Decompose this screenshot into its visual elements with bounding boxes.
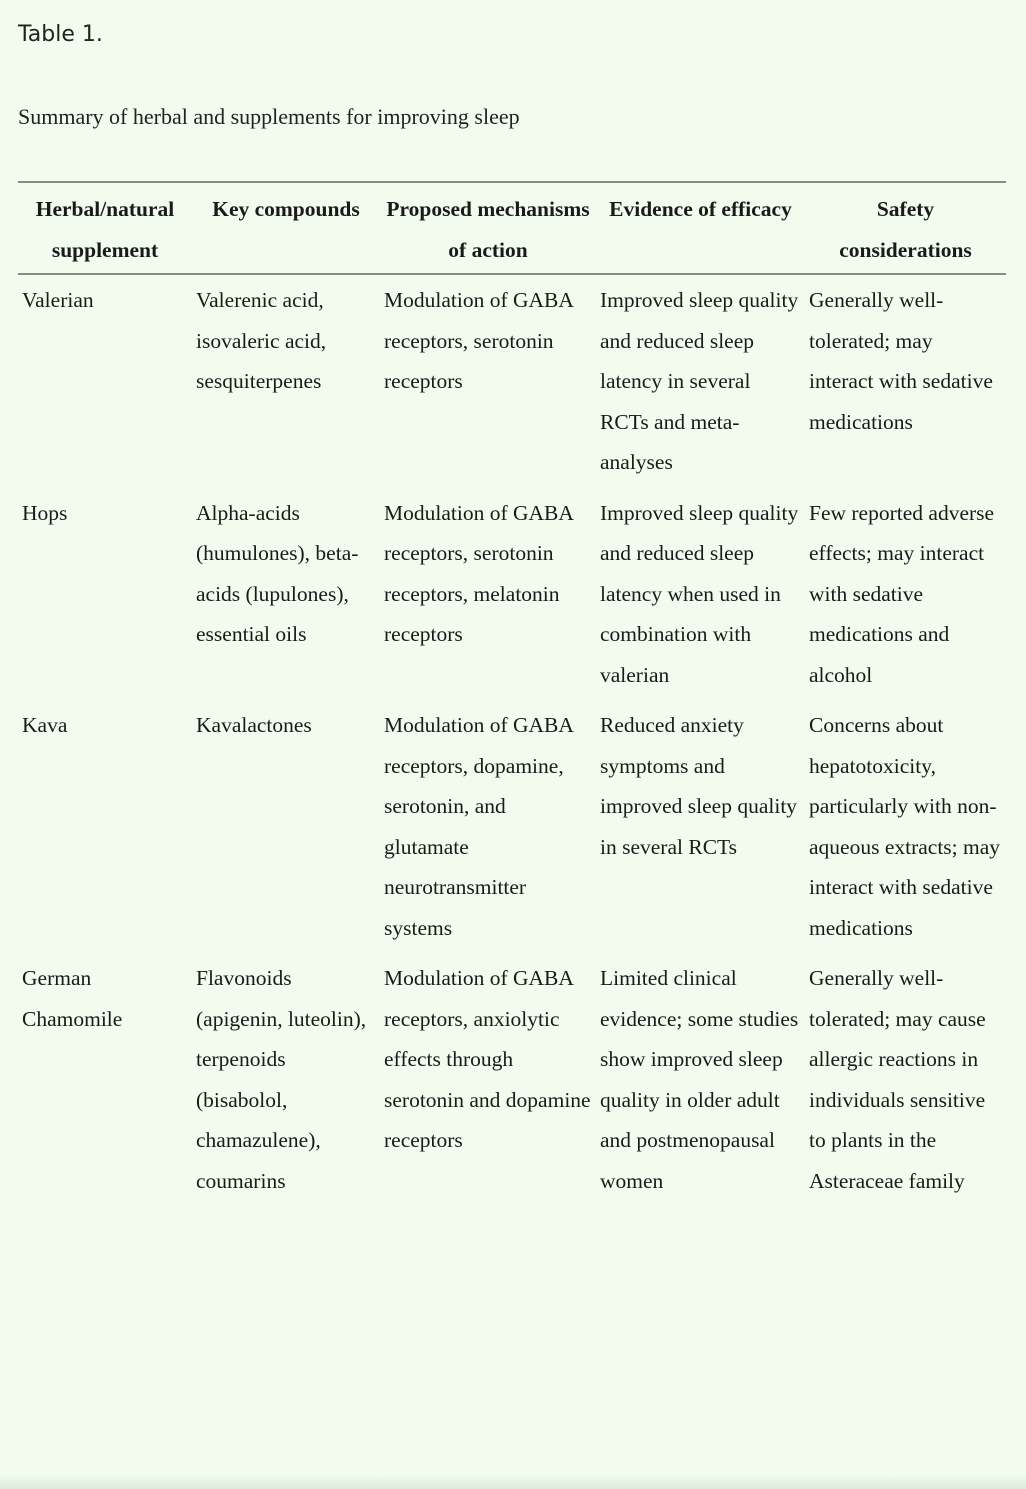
table-header-row <box>18 182 1006 274</box>
table-row <box>18 488 1006 701</box>
cell-evidence: Reduced anxiety symptoms and improved sleep quality in several RCTs <box>600 713 798 859</box>
cell-mechanisms: Modulation of GABA receptors, serotonin receptors <box>384 288 573 393</box>
cell-mechanisms: Modulation of GABA receptors, dopamine, serotonin, and glutamate neurotransmitter systems <box>384 713 573 940</box>
cell-evidence: Improved sleep quality and reduced sleep latency in several RCTs and meta-analyses <box>600 288 799 474</box>
cell-compounds: Flavonoids (apigenin, luteolin), terpenoids (bisabolol, chamazulene), coumarins <box>196 966 367 1193</box>
cell-safety: Generally well-tolerated; may cause allergic reactions in individuals sensitive to plants in the Asteraceae family <box>809 966 986 1193</box>
table-caption: Summary of herbal and supplements for improving sleep <box>18 104 520 129</box>
cell-supplement: German Chamomile <box>22 966 123 1031</box>
header-evidence: Evidence of efficacy <box>596 182 805 274</box>
cell-safety: Generally well-tolerated; may interact with sedative medications <box>809 288 993 434</box>
header-safety: Safety considerations <box>805 182 1006 274</box>
supplements-table <box>18 181 1006 1206</box>
header-mechanisms: Proposed mechanisms of action <box>380 182 596 274</box>
cell-mechanisms: Modulation of GABA receptors, anxiolytic effects through serotonin and dopamine receptors <box>384 966 591 1152</box>
cell-compounds: Kavalactones <box>196 713 312 737</box>
cell-mechanisms: Modulation of GABA receptors, serotonin receptors, melatonin receptors <box>384 500 573 646</box>
table-label: Table 1. <box>18 22 103 47</box>
cell-evidence: Limited clinical evidence; some studies show improved sleep quality in older adult and postmenopausal women <box>600 966 799 1193</box>
cell-safety: Concerns about hepatotoxicity, particularly with non-aqueous extracts; may interact with sedative medications <box>809 713 1001 940</box>
cell-supplement: Valerian <box>22 288 94 312</box>
table-row <box>18 700 1006 953</box>
cell-compounds: Alpha-acids (humulones), beta-acids (lupulones), essential oils <box>196 500 359 646</box>
cell-compounds: Valerenic acid, isovaleric acid, sesquiterpenes <box>196 288 327 393</box>
cell-evidence: Improved sleep quality and reduced sleep latency when used in combination with valerian <box>600 500 799 687</box>
cell-safety: Few reported adverse effects; may interact with sedative medications and alcohol <box>809 500 995 687</box>
table-row <box>18 953 1006 1206</box>
header-supplement: Herbal/natural supplement <box>18 182 192 274</box>
cell-supplement: Hops <box>22 500 68 525</box>
header-key-compounds: Key compounds <box>192 182 380 274</box>
table-row <box>18 274 1006 488</box>
bottom-fade <box>0 1475 1026 1489</box>
cell-supplement: Kava <box>22 713 68 737</box>
